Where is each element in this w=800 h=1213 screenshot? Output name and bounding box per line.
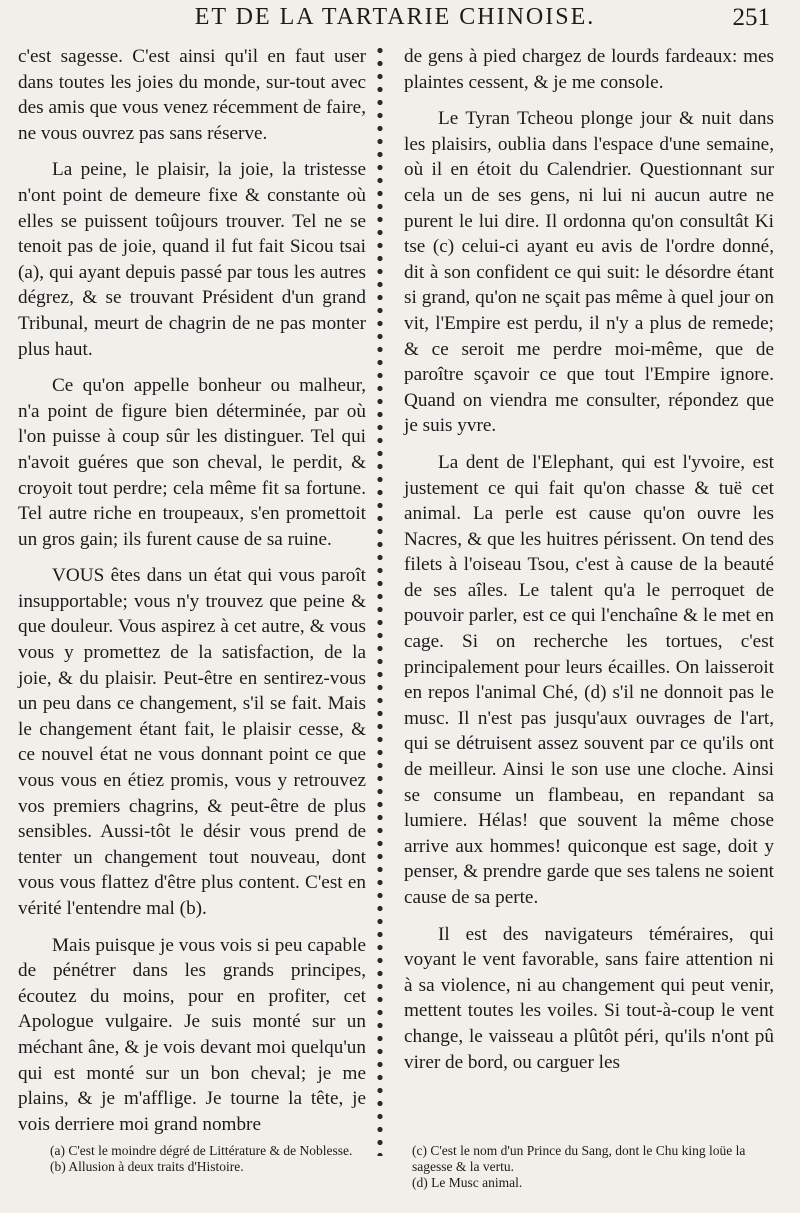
footnote: (c) C'est le nom d'un Prince du Sang, dont le Chu king loüe la sagesse & la vertu. <box>412 1143 746 1174</box>
footnotes-right <box>412 1143 774 1191</box>
paragraph: VOUS êtes dans un état qui vous paroît insupportable; vous n'y trouvez que peine & que douleur. Vous aspirez à cet autre, & vous vous y promettez de la satisfaction, de la joie, & du plaisir. Peut-être en sentirez-vous un peu dans ce changement, s'il se fait. Mais le changement étant fait, le plaisir cesse, & ce nouvel état ne vous donnant point ce que vous vous en étiez promis, vous y retrouvez vos premiers chagrins, & peut-être de plus sensibles. Aussi-tôt le désir vous prend de tenter un changement tout nouveau, dont vous vous flattez d'être plus content. C'est en vérité l'entendre mal (b). <box>18 565 366 919</box>
paragraph: Il est des navigateurs téméraires, qui voyant le vent favorable, sans faire attention ni à sa violence, ni au changement qui peut venir, mettent toutes les voiles. Si tout-à-coup le vent change, le vaisseau a plûtôt péri, qu'ils n'ont pû virer de bord, ou carguer les <box>404 923 774 1073</box>
right-column <box>404 44 774 1075</box>
paragraph: c'est sagesse. C'est ainsi qu'il en faut user dans toutes les joies du monde, sur-tout avec des amis que vous venez récemment de faire, ne vous ouvrez pas sans réserve. <box>18 46 366 144</box>
footnote: (b) Allusion à deux traits d'Histoire. <box>50 1159 244 1174</box>
paragraph: Le Tyran Tcheou plonge jour & nuit dans les plaisirs, oublia dans l'espace d'une semaine, où il en étoit du Calendrier. Questionnant sur cela un de ses gens, ni lui ni aucun autre ne purent le lui dire. Il ordonna qu'on consultât Ki tse (c) celui-ci ayant eu avis de l'ordre donné, dit à son confident ce qui suit: le désordre étant si grand, qu'on ne sçait pas même à quel jour on vit, l'Empire est perdu, il n'y a plus de remede; & ce seroit me perdre moi-même, que de paroître sçavoir ce que tout l'Empire ignore. Quand on viendra me consulter, répondez que je suis yvre. <box>404 108 774 437</box>
paragraph: Ce qu'on appelle bonheur ou malheur, n'a point de figure bien déterminée, par où l'on puisse à coup sûr les distinguer. Tel qui n'avoit guéres que son cheval, le perdit, & croyoit tout perdre; cela même fit sa fortune. Tel autre riche en troupeaux, s'en promettoit un gros gain; ils furent cause de sa ruine. <box>18 375 366 550</box>
ornamental-column-divider <box>372 44 388 1156</box>
paragraph: La peine, le plaisir, la joie, la tristesse n'ont point de demeure fixe & constante où elles se puissent toûjours trouver. Tel ne se tenoit pas de joie, quand il fut fait Sicou tsai (a), qui ayant depuis passé par tous les autres dégrez, & se trouvant Président d'un grand Tribunal, meurt de chagrin de ne pas monter plus haut. <box>18 159 366 360</box>
paragraph: de gens à pied chargez de lourds fardeaux: mes plaintes cessent, & je me console. <box>404 46 774 93</box>
paragraph: Mais puisque je vous vois si peu capable de pénétrer dans les grands principes, écoutez du moins, pour en profiter, cet Apologue vulgaire. Je suis monté sur un méchant âne, & je vois devant moi quelqu'un qui est monté sur un bon cheval; je me plains, & je m'afflige. Je tourne la tête, je vois derriere moi grand nombre <box>18 934 366 1135</box>
footnote: (d) Le Musc animal. <box>412 1175 523 1190</box>
running-title: ET DE LA TARTARIE CHINOISE. <box>194 4 596 30</box>
page-header <box>0 4 800 44</box>
footnote: (a) C'est le moindre dégré de Littérature & de Noblesse. <box>50 1143 353 1158</box>
footnotes-left <box>50 1143 372 1175</box>
paragraph: La dent de l'Elephant, qui est l'yvoire, est justement ce qui fait qu'on chasse & tuë cet animal. La perle est cause qu'on ouvre les Nacres, & que les huitres périssent. On tend des filets à l'oiseau Tsou, c'est à cause de la beauté de ses aîles. Le talent qu'a le perroquet de pouvoir parler, est ce qui l'enchaîne & le met en cage. Si on recherche les tortues, c'est principalement pour leurs écailles. On laisseroit en repos l'animal Ché, (d) s'il ne donnoit pas le musc. Il n'est pas jusqu'aux ouvrages de l'art, qui se détruisent assez souvent par ce qu'ils ont de meilleur. Ainsi le son use une cloche. Ainsi se consume un flambeau, en repandant sa lumiere. Hélas! que souvent la même chose arrive aux hommes! quiconque est sage, doit y penser, & prendre garde que ses talens ne soient cause de sa perte. <box>404 451 774 908</box>
left-column <box>18 44 366 1137</box>
page-number: 251 <box>732 4 770 31</box>
